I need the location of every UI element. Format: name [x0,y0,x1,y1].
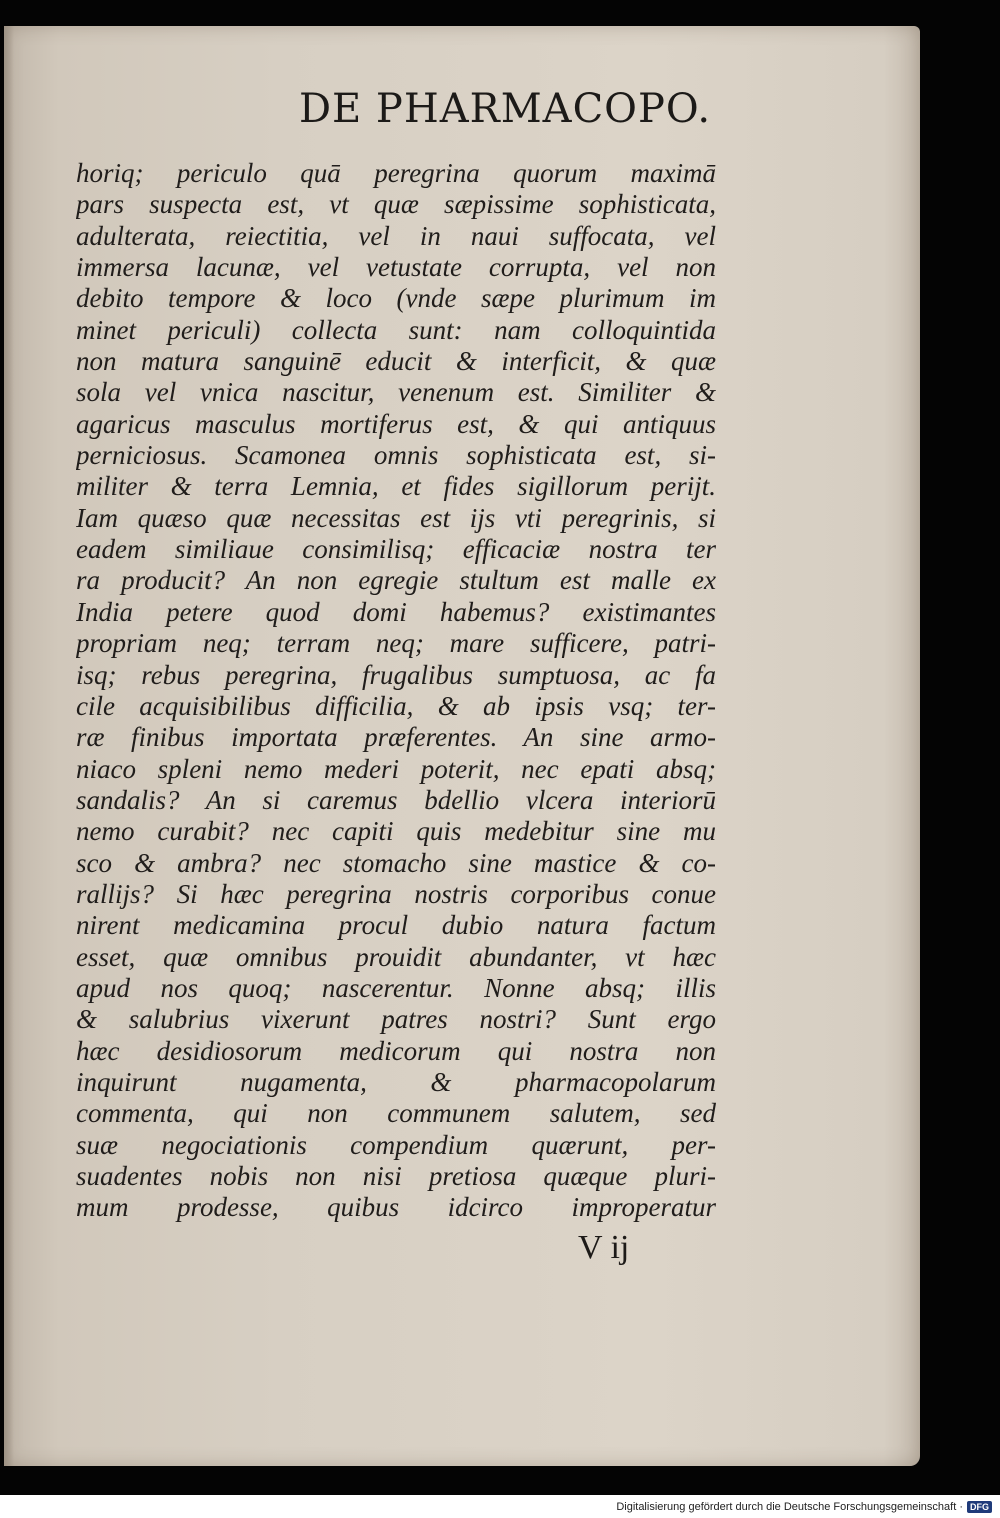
text-line: militer & terra Lemnia, et fides sigillorum perijt. [76,471,716,502]
text-line: sola vel vnica nascitur, venenum est. Similiter & [76,377,716,408]
text-line: propriam neq; terram neq; mare sufficere, patri- [76,628,716,659]
text-line: niaco spleni nemo mederi poterit, nec epati absq; [76,753,716,784]
text-line: nemo curabit? nec capiti quis medebitur sine mu [76,816,716,847]
text-line: suæ negociationis compendium quærunt, per- [76,1129,716,1160]
text-line: & salubrius vixerunt patres nostri? Sunt ergo [76,1004,716,1035]
text-line: ræ finibus importata præferentes. An sine armo- [76,722,716,753]
footer-bar [0,1495,1000,1518]
text-line: pars suspecta est, vt quæ sæpissime sophisticata, [76,189,716,220]
text-line: immersa lacunæ, vel vetustate corrupta, vel non [76,252,716,283]
text-line: suadentes nobis non nisi pretiosa quæque pluri- [76,1161,716,1191]
funding-credit: Digitalisierung gefördert durch die Deutsche Forschungsgemeinschaft · [616,1500,963,1513]
text-line: ra producit? An non egregie stultum est malle ex [76,565,716,596]
text-line: adulterata, reiectitia, vel in naui suffocata, vel [76,220,716,251]
text-line: nirent medicamina procul dubio natura factum [76,910,716,941]
text-line: eadem similiaue consimilisq; efficaciæ nostra ter [76,534,716,565]
text-line: inquirunt nugamenta, & pharmacopolarum [76,1066,716,1097]
text-line: apud nos quoq; nascerentur. Nonne absq; illis [76,972,716,1003]
text-line: sandalis? An si caremus bdellio vlcera interiorū [76,784,716,815]
text-line: horiq; periculo quā peregrina quorum maximā [76,158,716,188]
text-line: hæc desidiosorum medicorum qui nostra non [76,1035,716,1066]
text-line: non matura sanguinē educit & interficit, & quæ [76,346,716,377]
text-line: minet periculi) collecta sunt: nam colloquintida [76,314,716,345]
text-line: debito tempore & loco (vnde sæpe plurimum im [76,283,716,314]
text-line: perniciosus. Scamonea omnis sophisticata est, si- [76,440,716,471]
text-line: sco & ambra? nec stomacho sine mastice & co- [76,847,716,878]
running-head: DE PHARMACOPO. [298,86,712,132]
text-line: mum prodesse, quibus idcirco improperatur [76,1192,716,1223]
text-line: commenta, qui non communem salutem, sed [76,1098,716,1129]
text-line: isq; rebus peregrina, frugalibus sumptuosa, ac fa [76,659,716,690]
text-line: agaricus masculus mortiferus est, & qui antiquus [76,408,716,439]
text-line: cile acquisibilibus difficilia, & ab ipsis vsq; ter- [76,690,716,721]
signature-mark: V ij [578,1229,630,1266]
text-line: Iam quæso quæ necessitas est ijs vti peregrinis, si [76,502,716,533]
text-line: esset, quæ omnibus prouidit abundanter, vt hæc [76,941,716,972]
text-line: India petere quod domi habemus? existimantes [76,596,716,627]
dfg-logo: DFG [967,1501,992,1513]
text-line: rallijs? Si hæc peregrina nostris corporibus conue [76,878,716,909]
page-gutter-shadow [4,26,14,1466]
body-text [76,158,716,1224]
